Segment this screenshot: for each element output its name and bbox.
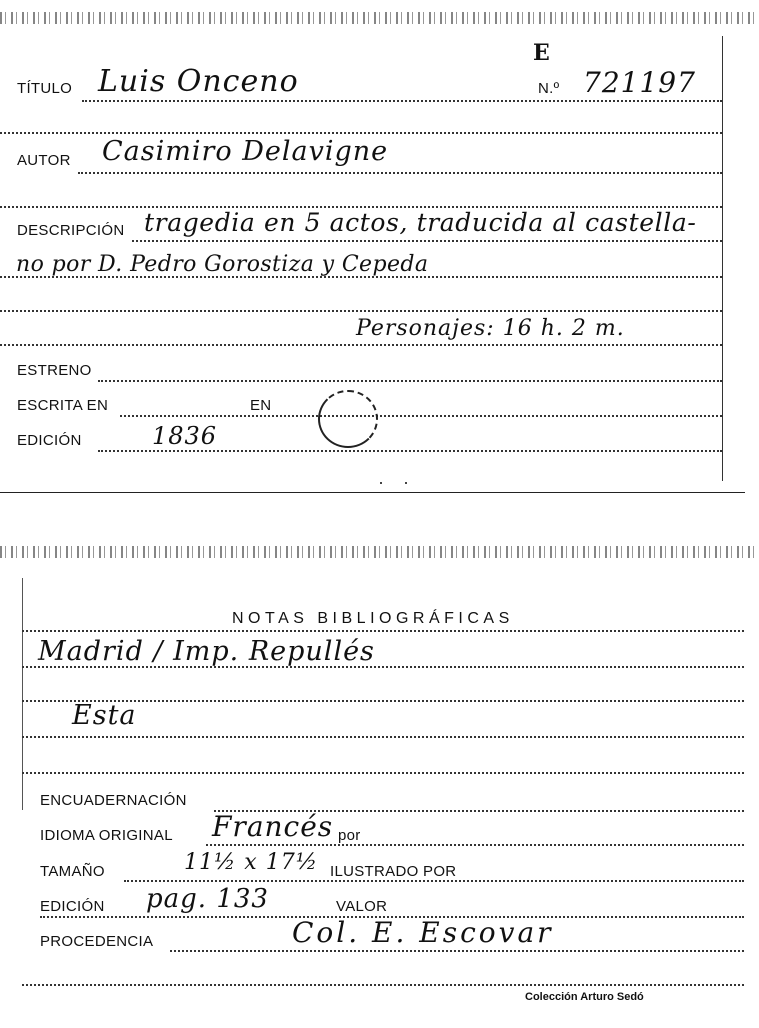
escrita-en-label: ESCRITA EN	[17, 397, 109, 414]
descripcion-line-3: Personajes: 16 h. 2 m.	[356, 316, 625, 341]
idioma-label: IDIOMA ORIGINAL	[40, 827, 173, 844]
descripcion-line-1: tragedia en 5 actos, traducida al castella-	[144, 208, 697, 237]
edicion-line	[98, 450, 722, 452]
notas-title: NOTAS BIBLIOGRÁFICAS	[232, 610, 514, 627]
idioma-suffix: por	[338, 827, 361, 844]
card-border	[722, 36, 723, 481]
titulo-label: TÍTULO	[17, 80, 73, 97]
descripcion-label: DESCRIPCIÓN	[17, 222, 125, 239]
ruled-line	[0, 344, 722, 346]
titulo-value: Luis Onceno	[98, 64, 299, 99]
tamano-line	[124, 880, 744, 882]
estreno-line	[98, 380, 722, 382]
catalog-card-front	[0, 0, 759, 495]
descripcion-line	[132, 240, 722, 242]
torn-edge	[0, 546, 759, 558]
speck	[380, 482, 382, 484]
en-label: EN	[250, 397, 272, 414]
numero-value: 721197	[583, 66, 696, 99]
procedencia-label: PROCEDENCIA	[40, 933, 154, 950]
numero-label: N.º	[538, 80, 560, 97]
edicion-value: 1836	[152, 422, 218, 450]
escrita-en-line	[120, 415, 722, 417]
procedencia-value: Col. E. Escovar	[292, 916, 554, 949]
catalog-card-back	[0, 538, 759, 1028]
ruled-line	[22, 630, 744, 632]
descripcion-line-2: no por D. Pedro Gorostiza y Cepeda	[16, 252, 429, 277]
edicion-back-value: pag. 133	[146, 884, 269, 914]
card-bottom-edge	[0, 492, 745, 493]
idioma-line	[206, 844, 744, 846]
collection-credit: Colección Arturo Sedó	[525, 991, 644, 1003]
ruled-line	[22, 772, 744, 774]
ruled-line	[22, 984, 744, 986]
note-line-1: Madrid / Imp. Repullés	[38, 636, 375, 667]
valor-label: VALOR	[336, 898, 388, 915]
autor-value: Casimiro Delavigne	[102, 136, 389, 167]
tamano-label: TAMAÑO	[40, 863, 105, 880]
encuadernacion-label: ENCUADERNACIÓN	[40, 792, 187, 809]
idioma-value: Francés	[212, 810, 334, 843]
estreno-label: ESTRENO	[17, 362, 92, 379]
titulo-line	[82, 100, 722, 102]
edicion-back-label: EDICIÓN	[40, 898, 105, 915]
autor-line	[78, 172, 722, 174]
tamano-value: 11½ x 17½	[184, 850, 319, 875]
torn-edge	[0, 12, 759, 24]
card-border	[22, 578, 23, 810]
stamp-mark	[318, 390, 378, 448]
ruled-line	[22, 736, 744, 738]
ruled-line	[0, 132, 722, 134]
note-line-2: Esta	[72, 700, 137, 731]
edicion-label: EDICIÓN	[17, 432, 82, 449]
ruled-line	[0, 310, 722, 312]
ilustrado-label: ILUSTRADO POR	[330, 863, 457, 880]
procedencia-line	[170, 950, 744, 952]
speck	[405, 482, 407, 484]
autor-label: AUTOR	[17, 152, 71, 169]
ruled-line	[22, 666, 744, 668]
ruled-line	[0, 276, 722, 278]
numero-letter: E	[533, 40, 551, 66]
